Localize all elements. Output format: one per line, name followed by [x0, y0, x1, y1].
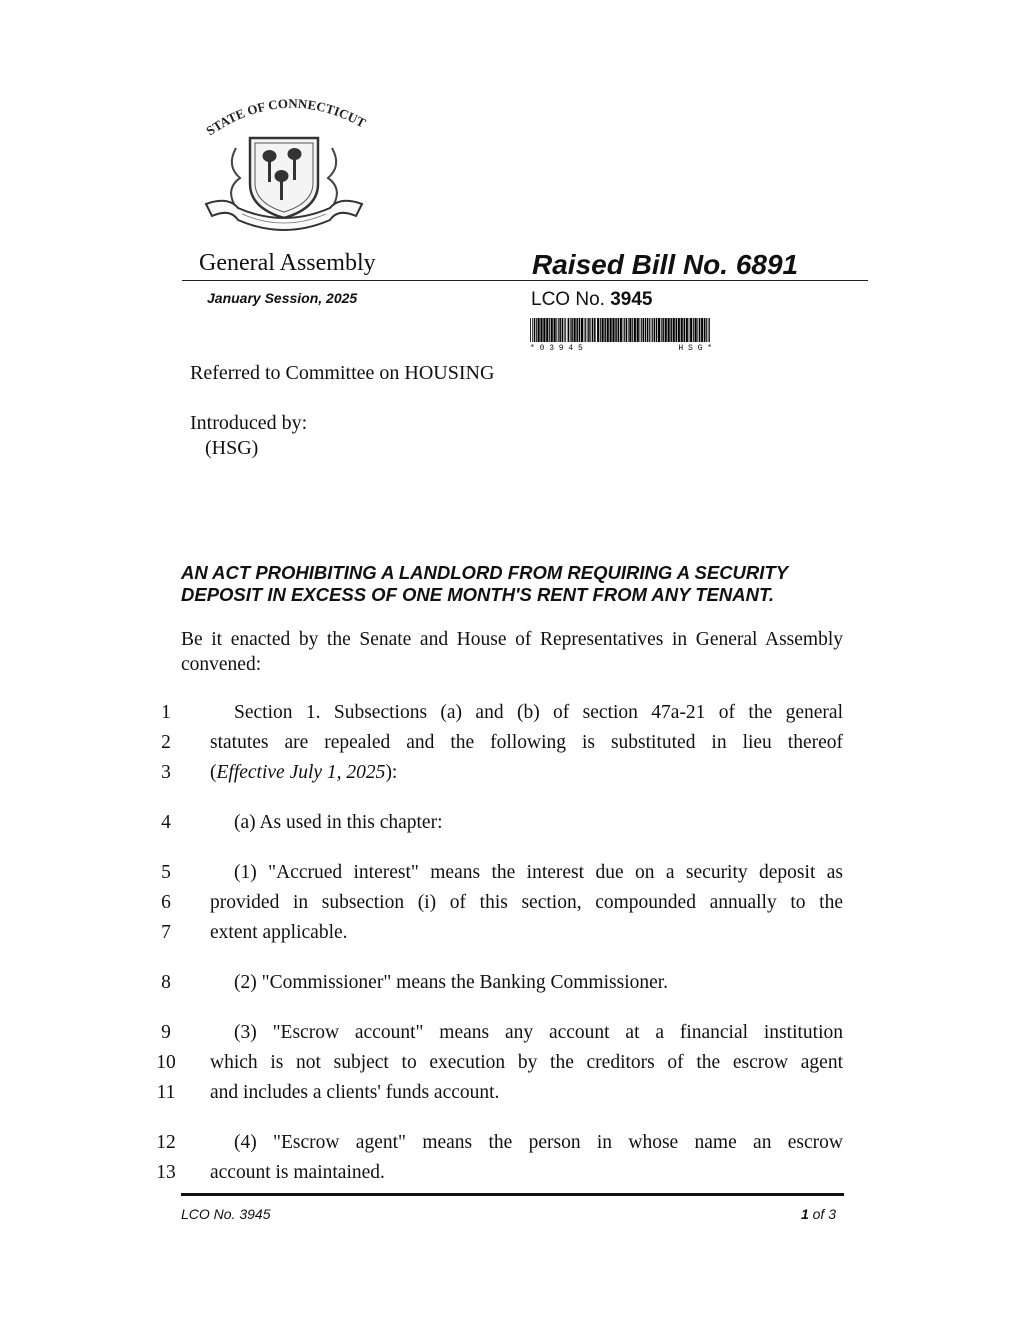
- barcode-bar: [581, 318, 583, 342]
- session-label: January Session, 2025: [207, 290, 358, 306]
- barcode-bar: [597, 318, 599, 342]
- barcode-bar: [540, 318, 542, 342]
- bill-line: account is maintained.: [210, 1162, 385, 1183]
- header-divider: [182, 280, 868, 281]
- barcode-bar: [623, 318, 624, 342]
- barcode-bar: [651, 318, 652, 342]
- barcode-bar: [709, 318, 710, 342]
- barcode-bar: [587, 318, 588, 342]
- line-number: 10: [156, 1052, 176, 1073]
- barcode-bar: [628, 318, 629, 342]
- barcode-bar: [684, 318, 686, 342]
- barcode-bar: [602, 318, 604, 342]
- barcode-bar: [588, 318, 590, 342]
- barcode-bar: [532, 318, 533, 342]
- barcode-bar: [584, 318, 585, 342]
- barcode-bar: [686, 318, 688, 342]
- barcode-bar: [661, 318, 662, 342]
- barcode-caption-right: H S G *: [678, 344, 712, 353]
- bill-line: (4) "Escrow agent" means the person in whose name an escrow: [234, 1132, 843, 1153]
- bill-line: (a) As used in this chapter:: [234, 812, 443, 833]
- bill-line: (2) "Commissioner" means the Banking Commissioner.: [234, 972, 669, 993]
- line-number: 1: [161, 702, 171, 723]
- barcode-bar: [665, 318, 667, 342]
- line-number: 12: [156, 1132, 176, 1153]
- barcode-bar: [697, 318, 698, 342]
- barcode-bar: [632, 318, 633, 342]
- barcode-bar: [600, 318, 601, 342]
- barcode-bar: [637, 318, 639, 342]
- barcode-bar: [559, 318, 561, 342]
- barcode: [530, 318, 712, 342]
- barcode-bar: [585, 318, 586, 342]
- bill-line-text: (: [210, 762, 217, 783]
- barcode-bar: [618, 318, 620, 342]
- barcode-bar: [570, 318, 571, 342]
- bill-line: statutes are repealed and the following is substituted in lieu thereof: [210, 732, 843, 753]
- barcode-bar: [562, 318, 564, 342]
- barcode-bar: [668, 318, 670, 342]
- line-number: 2: [161, 732, 171, 753]
- committee-referral: Referred to Committee on HOUSING: [190, 362, 495, 384]
- enacting-clause: Be it enacted by the Senate and House of Representatives in General Assembly convened:: [181, 629, 843, 675]
- line-number: 7: [161, 922, 171, 943]
- barcode-bar: [576, 318, 578, 342]
- barcode-bar: [662, 318, 664, 342]
- barcode-bar: [546, 318, 548, 342]
- line-number: 8: [161, 972, 171, 993]
- bill-line: (1) "Accrued interest" means the interest due on a security deposit as: [234, 862, 843, 883]
- footer-lco-number: LCO No. 3945: [181, 1206, 271, 1222]
- barcode-bar: [708, 318, 709, 342]
- barcode-bar: [647, 318, 649, 342]
- barcode-bar: [558, 318, 559, 342]
- barcode-bar: [676, 318, 678, 342]
- barcode-bar: [643, 318, 645, 342]
- barcode-bar: [536, 318, 537, 342]
- barcode-caption: [530, 344, 712, 353]
- bill-line: (3) "Escrow account" means any account at a financial institution: [234, 1022, 843, 1043]
- barcode-bar: [699, 318, 701, 342]
- barcode-bar: [701, 318, 703, 342]
- line-number: 4: [161, 812, 171, 833]
- current-page: 1: [800, 1206, 809, 1222]
- barcode-bar: [530, 318, 531, 342]
- barcode-bar: [649, 318, 650, 342]
- svg-text:STATE OF CONNECTICUT: STATE OF CONNECTICUT: [203, 96, 369, 139]
- barcode-bar: [556, 318, 557, 342]
- barcode-bar: [689, 318, 690, 342]
- barcode-bar: [629, 318, 631, 342]
- act-title-line: AN ACT PROHIBITING A LANDLORD FROM REQUIRING A SECURITY: [181, 562, 789, 583]
- barcode-bar: [571, 318, 573, 342]
- introducer: (HSG): [205, 437, 259, 459]
- introduced-by-label: Introduced by:: [190, 412, 308, 434]
- act-title-line: DEPOSIT IN EXCESS OF ONE MONTH'S RENT FROM ANY TENANT.: [181, 584, 775, 605]
- line-number: 5: [161, 862, 171, 883]
- barcode-bar: [592, 318, 594, 342]
- line-number: 6: [161, 892, 171, 913]
- page-total: of 3: [812, 1206, 836, 1222]
- barcode-caption-left: * 0 3 9 4 5: [530, 344, 583, 353]
- barcode-bar: [565, 318, 566, 342]
- barcode-bar: [690, 318, 692, 342]
- line-number: 11: [156, 1082, 176, 1103]
- barcode-bar: [645, 318, 647, 342]
- bill-line: provided in subsection (i) of this section, compounded annually to the: [210, 892, 843, 913]
- bill-line: extent applicable.: [210, 922, 348, 943]
- state-seal-logo: [198, 96, 370, 244]
- line-number: 9: [161, 1022, 171, 1043]
- barcode-bar: [678, 318, 680, 342]
- lco-number: 3945: [610, 289, 653, 310]
- barcode-bar: [706, 318, 707, 342]
- barcode-bar: [652, 318, 653, 342]
- barcode-bar: [615, 318, 617, 342]
- line-number: 13: [156, 1162, 176, 1183]
- barcode-bar: [543, 318, 545, 342]
- barcode-bar: [673, 318, 675, 342]
- lco-number-line: [531, 289, 652, 311]
- act-title: [181, 562, 851, 606]
- bill-line: which is not subject to execution by the creditors of the escrow agent: [210, 1052, 843, 1073]
- barcode-bar: [574, 318, 576, 342]
- general-assembly-heading: General Assembly: [199, 250, 376, 276]
- barcode-bar: [670, 318, 672, 342]
- barcode-bar: [612, 318, 614, 342]
- barcode-bar: [656, 318, 658, 342]
- page-indicator: [760, 1206, 836, 1222]
- barcode-bar: [551, 318, 553, 342]
- barcode-bar: [641, 318, 642, 342]
- barcode-bar: [554, 318, 556, 342]
- barcode-bar: [681, 318, 683, 342]
- bill-line: [210, 762, 843, 784]
- barcode-bar: [634, 318, 636, 342]
- barcode-bar: [568, 318, 570, 342]
- barcode-bar: [610, 318, 612, 342]
- bill-title: Raised Bill No. 6891: [532, 249, 799, 280]
- barcode-bar: [654, 318, 656, 342]
- barcode-bar: [607, 318, 609, 342]
- barcode-bar: [604, 318, 606, 342]
- barcode-bar: [704, 318, 706, 342]
- barcode-bar: [590, 318, 591, 342]
- barcode-bar: [624, 318, 625, 342]
- barcode-bar: [640, 318, 641, 342]
- barcode-bar: [620, 318, 622, 342]
- barcode-bar: [658, 318, 660, 342]
- bill-line: and includes a clients' funds account.: [210, 1082, 500, 1103]
- barcode-bar: [626, 318, 628, 342]
- footer-divider: [181, 1193, 844, 1196]
- barcode-bar: [594, 318, 596, 342]
- barcode-bar: [695, 318, 697, 342]
- barcode-bar: [549, 318, 550, 342]
- effective-date: Effective July 1, 2025: [216, 762, 386, 783]
- lco-label: LCO No.: [531, 289, 605, 310]
- bill-line-text: ):: [385, 762, 398, 783]
- line-number: 3: [161, 762, 171, 783]
- barcode-bar: [693, 318, 694, 342]
- barcode-bar: [579, 318, 581, 342]
- barcode-bar: [538, 318, 540, 342]
- bill-line: Section 1. Subsections (a) and (b) of section 47a-21 of the general: [234, 702, 843, 723]
- barcode-bar: [564, 318, 565, 342]
- barcode-bar: [534, 318, 536, 342]
